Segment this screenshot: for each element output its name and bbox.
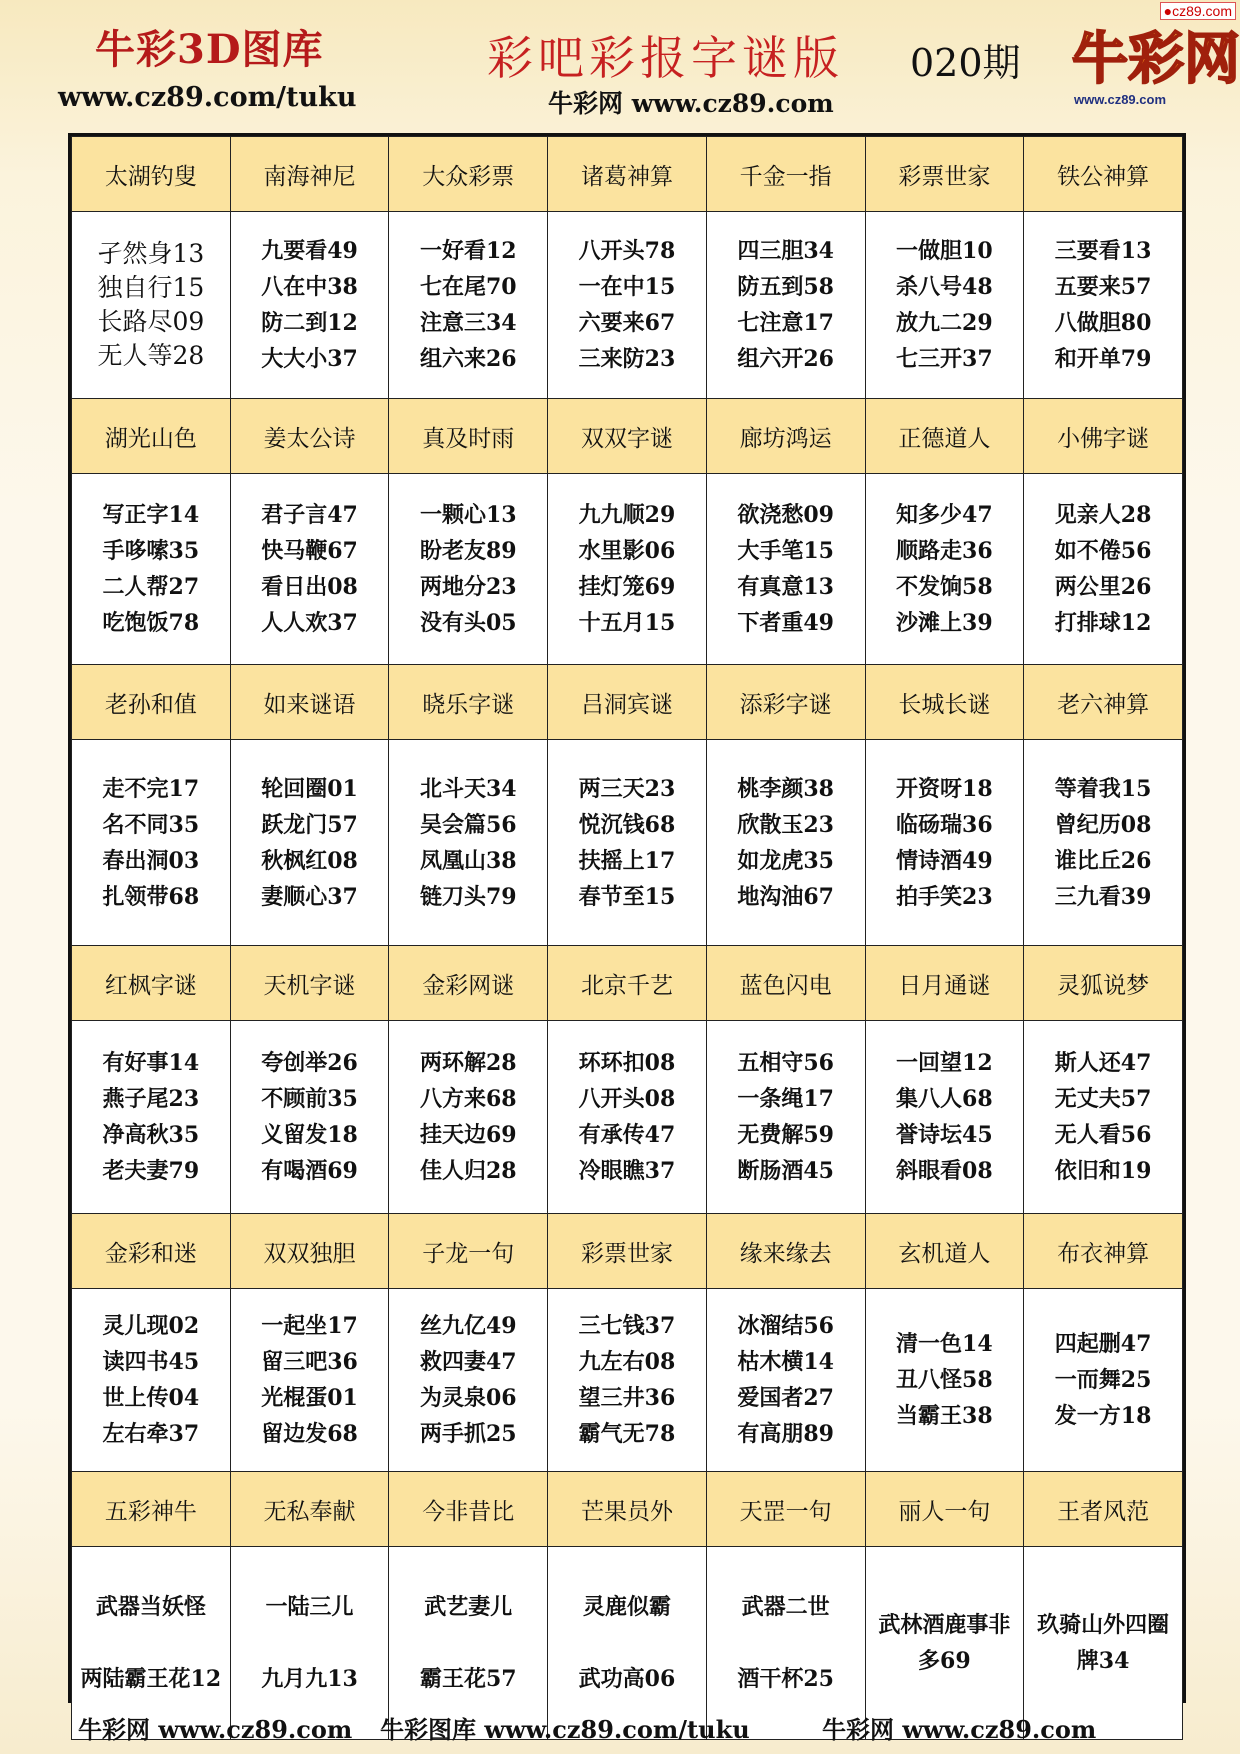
riddle-line: 为灵泉06 — [419, 1385, 517, 1411]
column-author-label: 晓乐字谜 — [389, 665, 548, 740]
riddle-line: 有喝酒69 — [261, 1158, 358, 1184]
riddle-line: 誉诗坛45 — [896, 1122, 993, 1148]
column-author-label: 添彩字谜 — [706, 665, 865, 740]
riddle-cell — [230, 1289, 389, 1472]
column-author-label: 芒果员外 — [548, 1472, 707, 1547]
riddle-line: 防二到12 — [261, 310, 358, 336]
riddle-line: 写正字14 — [102, 502, 200, 528]
riddle-cell — [230, 1021, 389, 1214]
riddle-cell — [865, 474, 1024, 665]
column-author-label: 铁公神算 — [1024, 137, 1183, 212]
riddle-line: 独自行15 — [97, 273, 205, 302]
riddle-line: 无费解59 — [737, 1122, 834, 1148]
riddle-line: 两陆霸王花12 — [80, 1666, 222, 1692]
riddle-line: 挂天边69 — [419, 1122, 517, 1148]
riddle-line: 读四书45 — [102, 1349, 200, 1375]
riddle-line: 三七钱37 — [578, 1313, 676, 1339]
riddle-cell — [706, 740, 865, 946]
riddle-line: 武功高06 — [578, 1666, 676, 1692]
riddle-line: 十五月15 — [578, 610, 676, 636]
riddle-line: 九月九13 — [261, 1666, 358, 1692]
riddle-line: 一起坐17 — [261, 1313, 358, 1339]
riddle-line: 一颗心13 — [419, 502, 517, 528]
header-center-url[interactable]: 牛彩网 www.cz89.com — [548, 89, 834, 118]
riddle-line: 八开头78 — [578, 238, 676, 264]
riddle-line: 七三开37 — [896, 346, 993, 372]
section-header-row — [72, 1214, 1183, 1289]
corner-tag-text: cz89.com — [1172, 3, 1232, 19]
riddle-line: 当霸王38 — [896, 1403, 993, 1429]
riddle-line: 斜眼看08 — [896, 1158, 993, 1184]
riddle-line: 春节至15 — [578, 883, 676, 910]
header-left-title: 牛彩3D图库 — [95, 26, 324, 73]
riddle-line: 轮回圈01 — [261, 775, 358, 802]
riddle-line: 杀八号48 — [896, 274, 993, 300]
riddle-cell — [72, 1289, 231, 1472]
riddle-cell — [865, 740, 1024, 946]
column-author-label: 正德道人 — [865, 399, 1024, 474]
riddle-cell — [72, 740, 231, 946]
riddle-cell — [389, 1289, 548, 1472]
riddle-cell — [389, 740, 548, 946]
riddle-line: 七注意17 — [737, 310, 834, 336]
footer-left[interactable]: 牛彩网 www.cz89.com — [78, 1715, 353, 1744]
footer-right[interactable]: 牛彩网 www.cz89.com — [822, 1715, 1097, 1744]
riddle-line: 留三吧36 — [261, 1349, 358, 1375]
section-body-row — [72, 1289, 1183, 1472]
riddle-line: 四起删47 — [1054, 1331, 1152, 1357]
column-author-label: 日月通谜 — [865, 946, 1024, 1021]
riddle-line: 六要来67 — [578, 310, 676, 336]
riddle-line: 凤凰山38 — [419, 847, 517, 874]
riddle-line: 冷眼瞧37 — [578, 1158, 676, 1184]
riddle-line: 见亲人28 — [1054, 502, 1152, 528]
riddle-line: 夸创举26 — [261, 1050, 358, 1076]
riddle-line: 集八人68 — [896, 1086, 993, 1112]
column-author-label: 金彩网谜 — [389, 946, 548, 1021]
riddle-line: 有好事14 — [102, 1050, 200, 1076]
riddle-line: 盼老友89 — [419, 538, 517, 564]
riddle-line: 拍手笑23 — [896, 883, 993, 910]
riddle-line: 有承传47 — [578, 1122, 676, 1148]
column-author-label: 真及时雨 — [389, 399, 548, 474]
column-author-label: 双双独胆 — [230, 1214, 389, 1289]
riddle-line: 三要看13 — [1054, 238, 1152, 264]
riddle-cell — [865, 1289, 1024, 1472]
riddle-line: 如龙虎35 — [737, 847, 834, 874]
riddle-cell — [230, 474, 389, 665]
riddle-line: 酒干杯25 — [737, 1666, 834, 1692]
riddle-line: 发一方18 — [1054, 1403, 1152, 1429]
column-author-label: 灵狐说梦 — [1024, 946, 1183, 1021]
riddle-line: 打排球12 — [1054, 610, 1152, 636]
riddle-line: 枯木横14 — [737, 1349, 834, 1375]
riddle-line: 跃龙门57 — [261, 811, 358, 838]
riddle-cell — [72, 1021, 231, 1214]
riddle-line: 武艺妻儿 — [424, 1594, 513, 1620]
riddle-line: 悦沉钱68 — [578, 811, 676, 838]
riddle-line: 水里影06 — [578, 538, 676, 564]
riddle-line: 两公里26 — [1054, 574, 1152, 600]
column-author-label: 小佛字谜 — [1024, 399, 1183, 474]
riddle-line: 孑然身13 — [97, 239, 205, 268]
riddle-line: 长路尽09 — [97, 307, 205, 336]
column-author-label: 布衣神算 — [1024, 1214, 1183, 1289]
section-body-row — [72, 212, 1183, 399]
riddle-line: 无丈夫57 — [1054, 1086, 1152, 1112]
riddle-cell — [706, 1021, 865, 1214]
riddle-line: 三来防23 — [578, 346, 676, 372]
riddle-line: 组六来26 — [419, 346, 517, 372]
riddle-line: 挂灯笼69 — [578, 574, 676, 600]
riddle-line: 霸气无78 — [578, 1421, 676, 1447]
column-author-label: 如来谜语 — [230, 665, 389, 740]
riddle-line: 欣散玉23 — [737, 811, 834, 838]
riddle-line: 两手抓25 — [419, 1421, 517, 1447]
column-author-label: 彩票世家 — [548, 1214, 707, 1289]
column-author-label: 湖光山色 — [72, 399, 231, 474]
riddle-cell — [548, 740, 707, 946]
riddle-cell — [706, 212, 865, 399]
riddle-line: 一而舞25 — [1054, 1367, 1152, 1393]
logo-sub-url: www.cz89.com — [1074, 92, 1166, 107]
column-author-label: 姜太公诗 — [230, 399, 389, 474]
riddle-line: 一做胆10 — [896, 238, 993, 264]
riddle-line: 吃饱饭78 — [102, 610, 200, 636]
riddle-line: 望三井36 — [578, 1385, 676, 1411]
riddle-line: 斯人还47 — [1054, 1050, 1152, 1076]
riddle-line: 丑八怪58 — [896, 1367, 993, 1393]
riddle-line: 知多少47 — [896, 502, 993, 528]
riddle-line: 一条绳17 — [737, 1086, 834, 1112]
logo-graphic — [1070, 20, 1240, 92]
riddle-line: 北斗天34 — [419, 775, 517, 802]
riddle-line: 九九顺29 — [578, 502, 676, 528]
riddle-line: 不顾前35 — [261, 1086, 358, 1112]
riddle-line: 八方来68 — [419, 1086, 517, 1112]
riddle-line: 秋枫红08 — [261, 847, 358, 874]
riddle-line: 四三胆34 — [737, 238, 834, 264]
riddle-line: 燕子尾23 — [102, 1086, 200, 1112]
riddle-cell — [72, 474, 231, 665]
riddle-line: 大大小37 — [261, 346, 358, 372]
column-author-label: 丽人一句 — [865, 1472, 1024, 1547]
riddle-line: 防五到58 — [737, 274, 834, 300]
riddle-line: 八在中38 — [261, 274, 358, 300]
riddle-line: 看日出08 — [261, 574, 358, 600]
riddle-line: 无人看56 — [1054, 1122, 1152, 1148]
column-author-label: 双双字谜 — [548, 399, 707, 474]
section-header-row — [72, 946, 1183, 1021]
riddle-line: 七在尾70 — [419, 274, 517, 300]
riddle-line: 春出洞03 — [102, 847, 200, 874]
page-title: 彩吧彩报字谜版 — [487, 31, 844, 85]
column-author-label: 彩票世家 — [865, 137, 1024, 212]
column-author-label: 老六神算 — [1024, 665, 1183, 740]
riddle-line: 两三天23 — [578, 775, 676, 802]
riddle-line: 和开单79 — [1054, 346, 1152, 372]
column-author-label: 老孙和值 — [72, 665, 231, 740]
riddle-line: 沙滩上39 — [896, 610, 993, 636]
riddle-cell — [72, 212, 231, 399]
section-body-row — [72, 474, 1183, 665]
riddle-line: 左右牵37 — [102, 1421, 200, 1447]
riddle-line: 放九二29 — [896, 310, 993, 336]
riddle-table — [68, 133, 1186, 1703]
column-author-label: 南海神尼 — [230, 137, 389, 212]
riddle-cell — [548, 474, 707, 665]
column-author-label: 今非昔比 — [389, 1472, 548, 1547]
riddle-line: 爱国者27 — [737, 1385, 834, 1411]
column-author-label: 吕洞宾谜 — [548, 665, 707, 740]
column-author-label: 千金一指 — [706, 137, 865, 212]
riddle-cell — [548, 212, 707, 399]
column-author-label: 诸葛神算 — [548, 137, 707, 212]
riddle-line: 武器二世 — [741, 1594, 830, 1620]
riddle-grid — [71, 136, 1183, 1740]
riddle-line: 扎领带68 — [102, 883, 200, 910]
section-header-row — [72, 1472, 1183, 1547]
riddle-line: 桃李颜38 — [737, 775, 834, 802]
riddle-line: 九左右08 — [578, 1349, 676, 1375]
svg-text:牛彩网: 牛彩网 — [1072, 27, 1240, 92]
riddle-line: 吴会篇56 — [419, 811, 517, 838]
riddle-line: 佳人归28 — [419, 1158, 517, 1184]
riddle-line: 临砀瑞36 — [896, 811, 993, 838]
column-author-label: 五彩神牛 — [72, 1472, 231, 1547]
riddle-line: 留边发68 — [261, 1421, 358, 1447]
riddle-line: 快马鞭67 — [261, 538, 358, 564]
riddle-line: 不发饷58 — [896, 574, 993, 600]
riddle-cell — [389, 212, 548, 399]
section-header-row — [72, 137, 1183, 212]
column-author-label: 玄机道人 — [865, 1214, 1024, 1289]
riddle-line: 人人欢37 — [261, 610, 358, 636]
section-header-row — [72, 665, 1183, 740]
riddle-line: 两地分23 — [419, 574, 517, 600]
riddle-line: 霸王花57 — [419, 1666, 517, 1692]
riddle-line: 开资呀18 — [896, 775, 993, 802]
riddle-line: 清一色14 — [896, 1331, 993, 1357]
riddle-line: 走不完17 — [102, 775, 200, 802]
riddle-line: 一回望12 — [896, 1050, 993, 1076]
riddle-line: 灵鹿似霸 — [582, 1594, 671, 1620]
riddle-line: 两环解28 — [419, 1050, 517, 1076]
column-author-label: 王者风范 — [1024, 1472, 1183, 1547]
riddle-line: 注意三34 — [419, 310, 517, 336]
column-author-label: 太湖钓叟 — [72, 137, 231, 212]
riddle-cell — [865, 212, 1024, 399]
column-author-label: 子龙一句 — [389, 1214, 548, 1289]
column-author-label: 红枫字谜 — [72, 946, 231, 1021]
column-author-label: 廊坊鸿运 — [706, 399, 865, 474]
riddle-line: 二人帮27 — [102, 574, 200, 600]
footer-middle[interactable]: 牛彩图库 www.cz89.com/tuku — [380, 1715, 750, 1744]
riddle-line: 玖骑山外四圈牌34 — [1037, 1612, 1170, 1674]
riddle-line: 八做胆80 — [1054, 310, 1152, 336]
column-author-label: 蓝色闪电 — [706, 946, 865, 1021]
riddle-line: 依旧和19 — [1054, 1158, 1152, 1184]
section-body-row — [72, 1021, 1183, 1214]
riddle-cell — [1024, 740, 1183, 946]
column-author-label: 长城长谜 — [865, 665, 1024, 740]
riddle-line: 谁比丘26 — [1054, 847, 1152, 874]
brand-logo — [1070, 20, 1240, 108]
riddle-line: 无人等28 — [97, 341, 205, 370]
column-author-label: 天罡一句 — [706, 1472, 865, 1547]
riddle-line: 一好看12 — [419, 238, 517, 264]
riddle-line: 扶摇上17 — [578, 847, 676, 874]
column-author-label: 无私奉献 — [230, 1472, 389, 1547]
riddle-cell — [230, 740, 389, 946]
riddle-line: 五要来57 — [1054, 274, 1152, 300]
riddle-line: 义留发18 — [261, 1122, 358, 1148]
riddle-line: 世上传04 — [102, 1385, 200, 1411]
riddle-line: 妻顺心37 — [261, 883, 358, 910]
riddle-cell — [230, 212, 389, 399]
column-author-label: 大众彩票 — [389, 137, 548, 212]
section-body-row — [72, 740, 1183, 946]
riddle-line: 冰溜结56 — [737, 1313, 834, 1339]
riddle-line: 手哆嗦35 — [102, 538, 200, 564]
riddle-line: 八开头08 — [578, 1086, 676, 1112]
riddle-line: 环环扣08 — [578, 1050, 676, 1076]
riddle-line: 救四妻47 — [419, 1349, 517, 1375]
riddle-cell — [548, 1021, 707, 1214]
riddle-line: 净高秋35 — [102, 1122, 200, 1148]
riddle-line: 五相守56 — [737, 1050, 834, 1076]
column-author-label: 缘来缘去 — [706, 1214, 865, 1289]
riddle-line: 有高朋89 — [737, 1421, 834, 1447]
riddle-line: 光棍蛋01 — [261, 1385, 358, 1411]
riddle-line: 欲浇愁09 — [737, 502, 834, 528]
riddle-line: 没有头05 — [419, 610, 517, 636]
riddle-line: 下者重49 — [737, 610, 834, 636]
riddle-line: 如不倦56 — [1054, 538, 1152, 564]
riddle-cell — [865, 1021, 1024, 1214]
riddle-cell — [706, 474, 865, 665]
riddle-line: 等着我15 — [1054, 775, 1152, 802]
riddle-line: 灵儿现02 — [102, 1313, 200, 1339]
column-author-label: 金彩和迷 — [72, 1214, 231, 1289]
riddle-line: 大手笔15 — [737, 538, 834, 564]
riddle-line: 武林酒鹿事非多69 — [878, 1612, 1011, 1674]
riddle-line: 顺路走36 — [896, 538, 993, 564]
column-author-label: 天机字谜 — [230, 946, 389, 1021]
riddle-line: 名不同35 — [102, 811, 200, 838]
riddle-line: 一在中15 — [578, 274, 676, 300]
riddle-line: 链刀头79 — [419, 883, 517, 910]
issue-number: 020期 — [910, 41, 1021, 85]
riddle-line: 三九看39 — [1054, 883, 1152, 910]
column-author-label: 北京千艺 — [548, 946, 707, 1021]
riddle-cell — [706, 1289, 865, 1472]
section-header-row — [72, 399, 1183, 474]
riddle-cell — [1024, 474, 1183, 665]
riddle-line: 一陆三儿 — [265, 1594, 354, 1620]
riddle-line: 情诗酒49 — [896, 847, 993, 874]
header-left-url[interactable]: www.cz89.com/tuku — [58, 82, 357, 113]
riddle-line: 组六开26 — [737, 346, 834, 372]
riddle-line: 曾纪历08 — [1054, 811, 1152, 838]
riddle-line: 地沟油67 — [737, 883, 834, 910]
riddle-cell — [1024, 212, 1183, 399]
riddle-line: 丝九亿49 — [419, 1313, 517, 1339]
riddle-line: 有真意13 — [737, 574, 834, 600]
riddle-line: 老夫妻79 — [102, 1158, 200, 1184]
riddle-line: 君子言47 — [261, 502, 358, 528]
riddle-cell — [548, 1289, 707, 1472]
riddle-cell — [389, 1021, 548, 1214]
riddle-line: 武器当妖怪 — [95, 1594, 206, 1620]
corner-tag[interactable]: ●cz89.com — [1160, 2, 1236, 20]
riddle-line: 断肠酒45 — [737, 1158, 834, 1184]
riddle-cell — [1024, 1021, 1183, 1214]
riddle-cell — [389, 474, 548, 665]
riddle-line: 九要看49 — [261, 238, 358, 264]
riddle-cell — [1024, 1289, 1183, 1472]
